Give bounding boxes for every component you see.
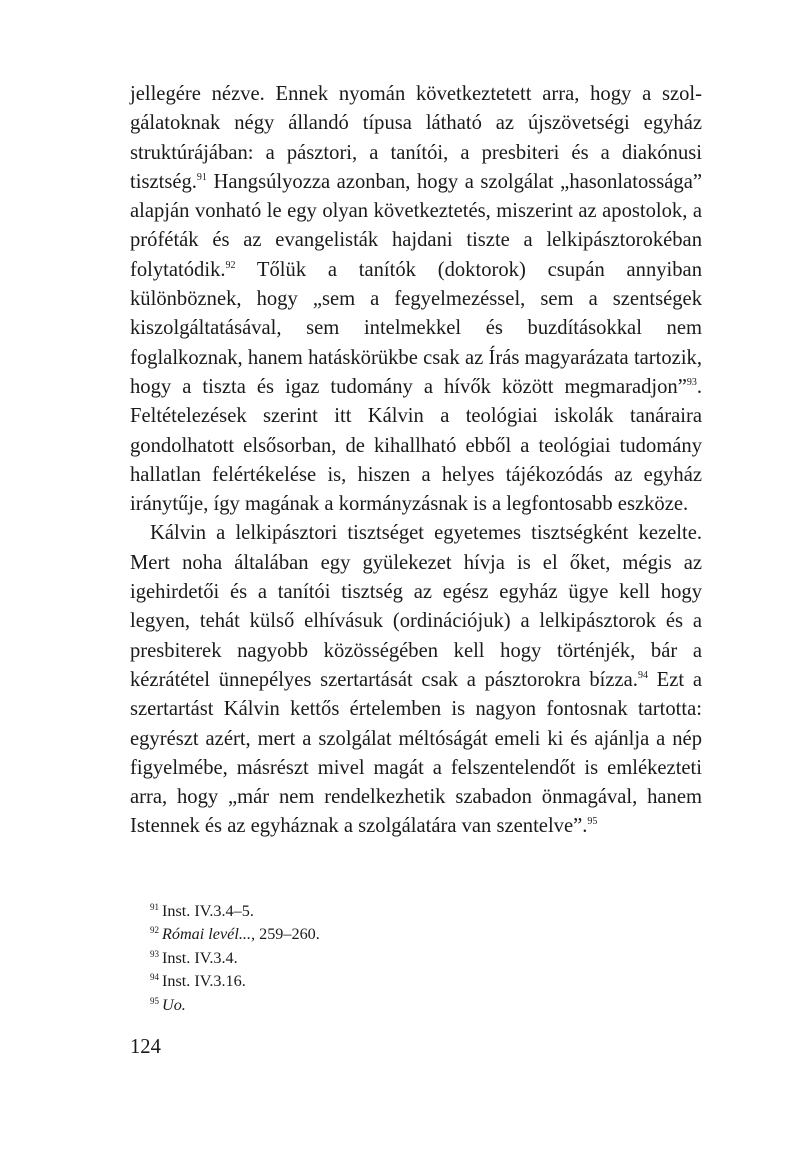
footnote-number: 91 <box>150 902 159 912</box>
footnote-number: 92 <box>150 925 159 936</box>
footnotes <box>150 900 700 1017</box>
footnote-pages: 259–260. <box>255 925 320 944</box>
footnote-number: 95 <box>150 995 159 1006</box>
footnote-92 <box>150 923 700 946</box>
main-text <box>130 80 702 842</box>
footnote-94 <box>150 970 700 993</box>
paragraph-1-part-c: Tőlük a tanítók (doktorok) csupán annyiban különböznek, hogy „sem a fegyelmezéssel, sem a szentségek kiszolgáltatásával, sem intelmekkel és buzdításokkal nem foglalkoznak, hanem hatáskörükbe csak az Írás magyarázata tartozik, hogy a tiszta és igaz tudomány a hívők között megmaradjon” <box>130 258 702 398</box>
footnote-number: 93 <box>150 948 159 959</box>
footnote-text: Inst. IV.3.4. <box>162 948 238 967</box>
footnote-text: Inst. IV.3.4–5. <box>162 902 254 920</box>
footnote-91 <box>150 900 700 923</box>
paragraph-2-part-b: Ezt a szertartást Kálvin kettős értelemben is nagyon fontosnak tartotta: egyrészt azért, mert a szolgálat méltóságát emeli ki és ajánlja a nép figyelmébe, másrészt mivel magát a felszentelendőt is emlékezteti arra, hogy „már nem rendelkezhetik szabadon önmagával, hanem Istennek és az egyháznak a szolgálatára van szentelve”. <box>130 668 702 838</box>
footnote-93 <box>150 947 700 970</box>
paragraph-2 <box>130 519 702 841</box>
footnote-ref-91[interactable]: 91 <box>196 171 207 183</box>
footnote-title: Római levél..., <box>162 925 256 944</box>
paragraph-2-part-a: Kálvin a lelkipásztori tisztséget egyetemes tisztségként kezelte. Mert noha általában egy gyülekezet hívja is el őket, mégis az igehirdetői és a tanítói tisztség az egész egyház ügye kell hogy legyen, tehát külső elhívásuk (ordinációjuk) a lelkipásztorok és a presbiterek nagyobb közösségében kell hogy történjék, bár a kézrátétel ünnepélyes szertartását csak a pásztorokra bízza. <box>130 522 702 691</box>
paragraph-1 <box>130 80 702 519</box>
footnote-ref-94[interactable]: 94 <box>637 669 648 681</box>
footnote-number: 94 <box>150 972 159 983</box>
footnote-ref-92[interactable]: 92 <box>225 259 236 271</box>
paragraph-1-part-a: jellegére nézve. Ennek nyomán következtetett arra, hogy a szolgálatoknak négy állandó típusa látható az újszövetségi egyház struktúrájában: a pásztori, a tanítói, a presbiteri és a diakónusi tisztség. <box>130 83 702 193</box>
paragraph-1-part-d: . Feltételezések szerint itt Kálvin a teológiai iskolák tanáraira gondolhatott elsősorban, de kihallható ebből a teológiai tudomány hallatlan felértékelése is, hiszen a helyes tájékozódás az egyház iránytűje, így magának a kormányzásnak is a legfontosabb eszköze. <box>130 375 702 516</box>
footnote-text: Inst. IV.3.16. <box>162 972 246 991</box>
footnote-ref-93[interactable]: 93 <box>686 376 697 388</box>
footnote-title: Uo. <box>162 995 186 1014</box>
footnote-ref-95[interactable]: 95 <box>587 816 598 828</box>
paragraph-1-part-b: Hangsúlyozza azonban, hogy a szolgálat „hasonlatossága” alapján vonható le egy olyan következtetés, miszerint az apostolok, a próféták és az evangelisták hajdani tiszte a lelkipásztorokéban folytatódik. <box>130 170 702 281</box>
footnote-95 <box>150 994 700 1017</box>
page-number: 124 <box>130 1036 161 1058</box>
